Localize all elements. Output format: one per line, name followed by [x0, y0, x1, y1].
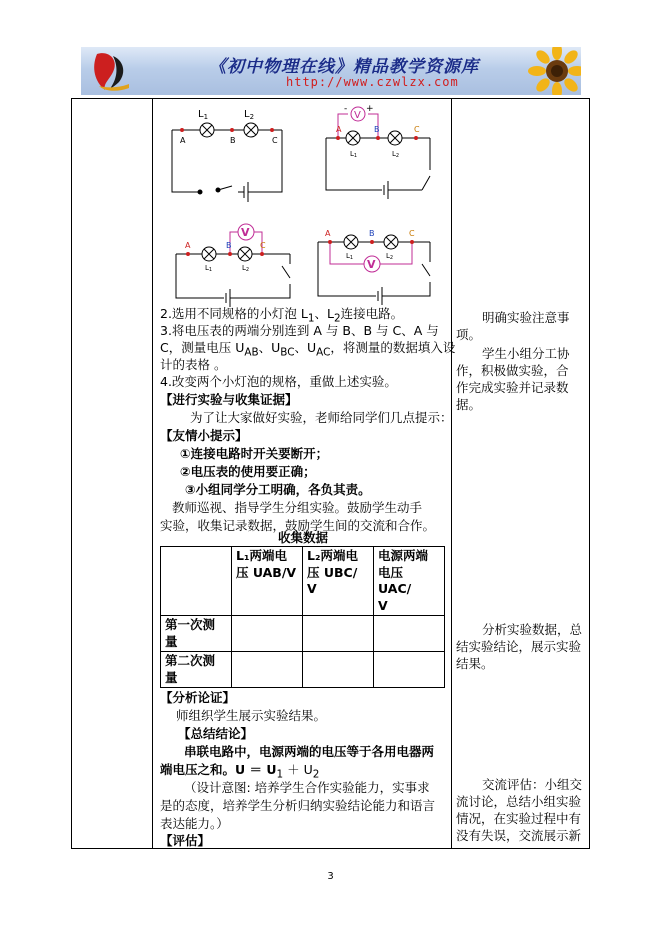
step-4: 4.改变两个小灯泡的规格，重做上述实验。: [160, 374, 397, 389]
voltmeter-plus-2: +: [366, 104, 374, 114]
label-L1-3: L1: [205, 264, 213, 273]
tips-heading: 【友情小提示】: [160, 428, 248, 443]
table-row-label-1: 第一次测 量: [161, 616, 232, 652]
table-cell-r1-uac: [374, 616, 445, 652]
column-divider-right: [451, 98, 452, 849]
label-point-b-4: B: [369, 229, 375, 238]
circuit-diagrams: [160, 100, 450, 310]
table-cell-r2-uac: [374, 652, 445, 688]
design-line-2: 是的态度，培养学生分析归纳实验结论能力和语言: [160, 798, 436, 813]
note-precautions: 明确实验注意事 项。: [456, 310, 570, 342]
note-evaluation: 交流评估：小组交 流讨论，总结小组实验 情况，在实验过程中有 没有失误，交流展示新: [456, 777, 583, 843]
banner-url[interactable]: http://www.czwlzx.com: [286, 75, 459, 89]
data-table: [160, 546, 445, 688]
label-point-c-4: C: [409, 229, 415, 238]
label-point-b-3: B: [226, 241, 232, 250]
label-point-c-2: C: [414, 125, 420, 134]
table-title: 收集数据: [278, 530, 329, 545]
tip-2: ②电压表的使用要正确；: [180, 464, 316, 479]
header-banner: [81, 47, 581, 95]
label-point-a: A: [180, 136, 186, 145]
sunflower-icon: [517, 47, 581, 95]
table-header-uac: 电源两端 电压 UAC/ V: [374, 547, 445, 616]
label-L1-2: L1: [350, 150, 358, 159]
table-header-ubc: L₂两端电 压 UBC/ V: [303, 547, 374, 616]
step-3-line-2: C，测量电压 $U_{AB}$、$U_{BC}$、$U_{AC}$，将测量的数据填入设: [160, 340, 456, 359]
table-corner-cell: [161, 547, 232, 616]
design-line-1: （设计意图: 培养学生合作实验能力，实事求: [184, 780, 430, 795]
publisher-logo-icon: [89, 50, 133, 92]
label-point-b: B: [230, 136, 236, 145]
voltmeter-minus-2: -: [344, 104, 348, 114]
circuit-voltmeter-l2: [176, 247, 290, 307]
label-L2-3: L2: [242, 264, 250, 273]
label-point-c: C: [272, 136, 278, 145]
label-point-a-2: A: [336, 125, 342, 134]
design-line-3: 表达能力。）: [160, 816, 229, 831]
step-2: 2.选用不同规格的小灯泡 $L_1$、$L_2$连接电路。: [160, 306, 404, 325]
voltmeter-label-2: V: [354, 110, 361, 121]
tip-3: ③小组同学分工明确，各负其责。: [185, 482, 371, 497]
tip-1: ①连接电路时开关要断开；: [180, 446, 329, 461]
table-header-uab: L₁两端电 压 UAB/V: [232, 547, 303, 616]
table-cell-r2-ubc: [303, 652, 374, 688]
label-L2-4: L2: [386, 252, 394, 261]
page-number: 3: [327, 871, 334, 882]
analysis-text: 师组织学生展示实验结果。: [176, 708, 327, 723]
label-L1-4: L1: [346, 252, 354, 261]
conclusion-line-1: 串联电路中，电源两端的电压等于各用电器两: [184, 744, 435, 759]
circuit-series-basic: [172, 123, 282, 202]
label-point-b-2: B: [374, 125, 380, 134]
label-point-a-3: A: [185, 241, 191, 250]
guide-line-1: 教师巡视、指导学生分组实验。鼓励学生动手: [172, 500, 423, 515]
section-heading-collect: 【进行实验与收集证据】: [160, 392, 298, 407]
conclusion-heading: 【总结结论】: [178, 726, 254, 741]
conclusion-line-2: 端电压之和。$U = U_1 + U_2$: [160, 762, 320, 781]
step-3-line-1: 3.将电压表的两端分别连到 A 与 B、B 与 C、A 与: [160, 323, 439, 338]
label-L1: $L_1$: [198, 109, 209, 121]
note-group-work: 学生小组分工协 作，积极做实验，合 作完成实验并记录数 据。: [456, 346, 570, 412]
voltmeter-label-3: V: [241, 226, 250, 239]
label-L2-2: L2: [392, 150, 400, 159]
label-point-a-4: A: [325, 229, 331, 238]
column-divider-left: [152, 98, 153, 849]
voltmeter-label-4: V: [367, 258, 376, 271]
table-cell-r1-uab: [232, 616, 303, 652]
table-cell-r1-ubc: [303, 616, 374, 652]
label-point-c-3: C: [260, 241, 266, 250]
guide-line-2: 实验，收集记录数据，鼓励学生间的交流和合作。: [160, 518, 436, 533]
section-heading-analysis: 【分析论证】: [160, 690, 236, 705]
circuit-voltmeter-l1: [326, 131, 430, 199]
table-row-label-2: 第二次测 量: [161, 652, 232, 688]
step-3-line-3: 计的表格 。: [160, 357, 227, 372]
label-L2: $L_2$: [244, 109, 255, 121]
collect-intro: 为了让大家做好实验，老师给同学们几点提示：: [190, 410, 453, 425]
note-analysis: 分析实验数据，总 结实验结论，展示实验 结果。: [456, 622, 583, 671]
section-heading-evaluate: 【评估】: [160, 833, 211, 848]
banner-title: 《初中物理在线》精品教学资源库: [209, 57, 479, 77]
table-cell-r2-uab: [232, 652, 303, 688]
